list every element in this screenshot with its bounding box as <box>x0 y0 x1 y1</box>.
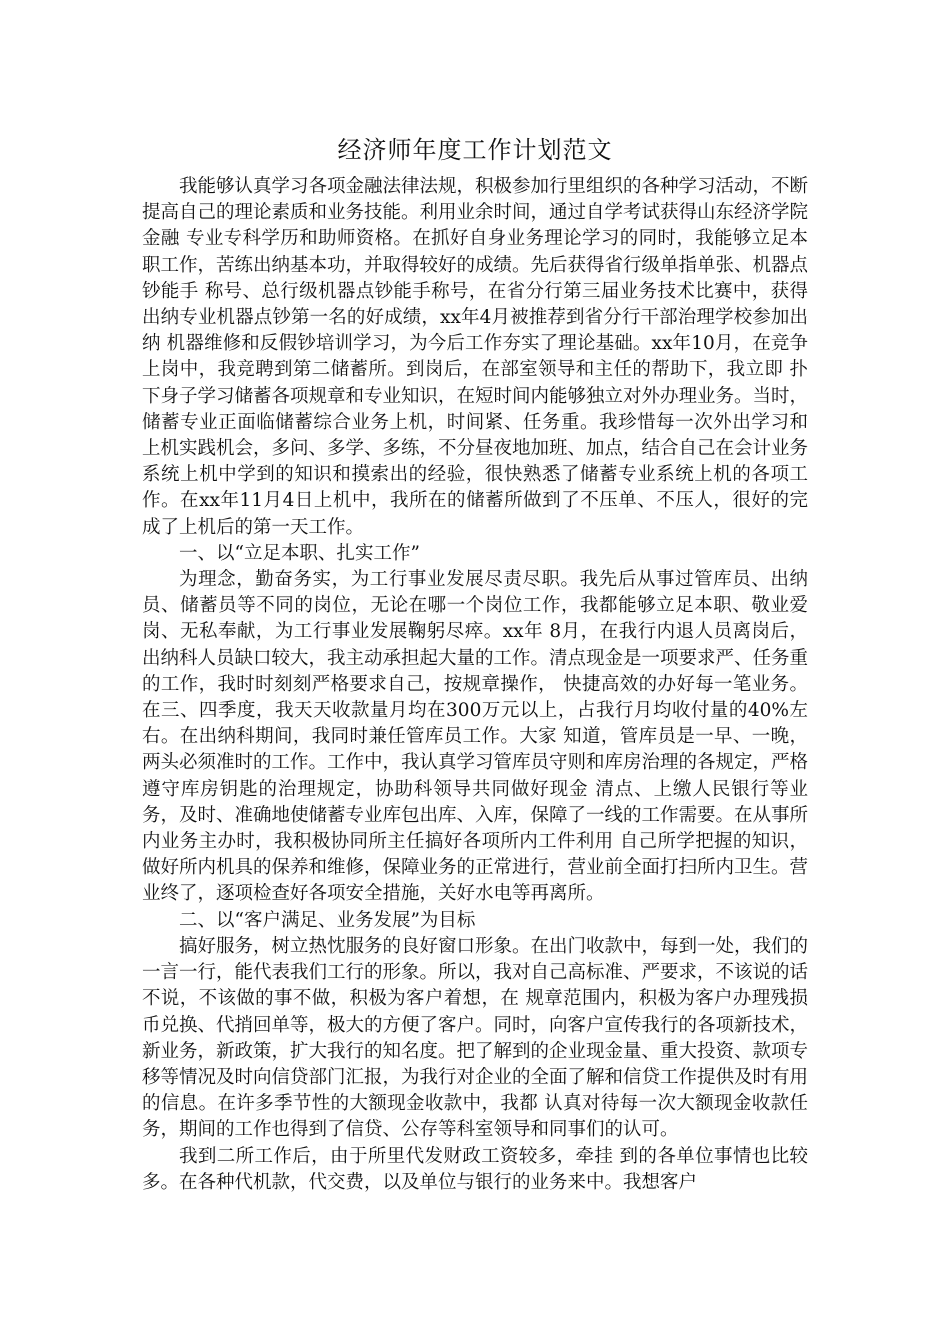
section-heading-2: 二、以“客户满足、业务发展”为目标 <box>179 909 476 931</box>
paragraph-1: 我能够认真学习各项金融法律法规，积极参加行里组织的各种学习活动，不断提高自己的理论素质和业务技能。利用业余时间，通过自学考试获得山东经济学院金融 专业专科学历和助师资格。在抓好自身业务理论学习的同时，我能够立足本职工作，苦练出纳基本功，并取得较好的成绩。先后获得省行级单指单张、机器点钞能手 称号、总行级机器点钞能手称号，在省分行第三届业务技术比赛中，获得出纳专业机器点钞第一名的好成绩，xx年4月被推荐到省分行干部治理学校参加出纳 机器维修和反假钞培训学习，为今后工作夯实了理论基础。xx年10月，在竞争上岗中，我竞聘到第二储蓄所。到岗后，在部室领导和主任的帮助下，我立即 扑下身子学习储蓄各项规章和专业知识，在短时间内能够独立对外办理业务。当时，储蓄专业正面临储蓄综合业务上机，时间紧、任务重。我珍惜每一次外出学习和 上机实践机会，多问、多学、多练，不分昼夜地加班、加点，结合自己在会计业务系统上机中学到的知识和摸索出的经验，很快熟悉了储蓄专业系统上机的各项工 作。在xx年11月4日上机中，我所在的储蓄所做到了不压单、不压人，很好的完成了上机后的第一天工作。 <box>142 176 809 538</box>
paragraph-3: 搞好服务，树立热忱服务的良好窗口形象。在出门收款中，每到一处，我们的一言一行，能代表我们工行的形象。所以，我对自己高标准、严要求，不该说的话不说，不该做的事不做，积极为客户着想，在 规章范围内，积极为客户办理残损币兑换、代捎回单等，极大的方便了客户。同时，向客户宣传我行的各项新技术，新业务，新政策，扩大我行的知名度。把了解到的企业现金量、重大投资、款项专移等情况及时向信贷部门汇报，为我行对企业的全面了解和信贷工作提供及时有用的信息。在许多季节性的大额现金收款中，我都 认真对待每一次大额现金收款任务，期间的工作也得到了信贷、公存等科室领导和同事们的认可。 <box>142 935 809 1141</box>
document-page <box>142 130 808 1196</box>
document-title: 经济师年度工作计划范文 <box>337 136 613 164</box>
section-heading-1: 一、以“立足本职、扎实工作” <box>179 542 420 564</box>
paragraph-4: 我到二所工作后，由于所里代发财政工资较多，牵挂 到的各单位事情也比较多。在各种代机款，代交费，以及单位与银行的业务来中。我想客户 <box>142 1145 808 1193</box>
paragraph-2: 为理念，勤奋务实，为工行事业发展尽责尽职。我先后从事过管库员、出纳员、储蓄员等不同的岗位，无论在哪一个岗位工作，我都能够立足本职、敬业爱岗、无私奉献，为工行事业发展鞠躬尽瘁。xx年 8月，在我行内退人员离岗后，出纳科人员缺口较大，我主动承担起大量的工作。清点现金是一项要求严、任务重的工作，我时时刻刻严格要求自己，按规章操作， 快捷高效的办好每一笔业务。在三、四季度，我天天收款量月均在300万元以上，占我行月均收付量的40%左右。在出纳科期间，我同时兼任管库员工作。大家 知道，管库员是一早、一晚，两头必须准时的工作。工作中，我认真学习管库员守则和库房治理的各规定，严格遵守库房钥匙的治理规定，协助科领导共同做好现金 清点、上缴人民银行等业务，及时、准确地使储蓄专业库包出库、入库，保障了一线的工作需要。在从事所内业务主办时，我积极协同所主任搞好各项所内工件利用 自己所学把握的知识，做好所内机具的保养和维修，保障业务的正常进行，营业前全面打扫所内卫生。营业终了，逐项检查好各项安全措施，关好水电等再离所。 <box>142 569 809 905</box>
